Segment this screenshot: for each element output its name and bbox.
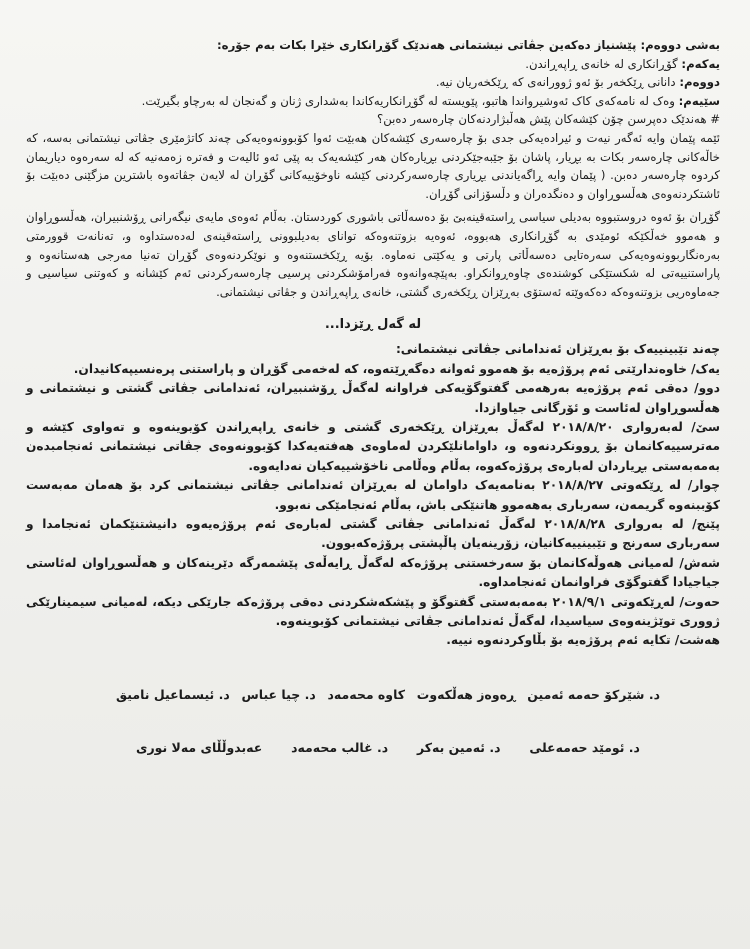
item-second bbox=[26, 73, 720, 92]
item-third-text: وەک لە نامەکەی کاک ئەوشیرواندا هاتبو، پێویستە لە گۆڕانکاریەکاندا بەشداری ژنان و گەنجان لە بەرچاو بگیرێت. bbox=[141, 93, 675, 108]
question-line: # هەندێک دەپرسن چۆن کێشەکان پێش هەڵبژاردنەکان چارەسەر دەبن؟ bbox=[376, 112, 720, 127]
notes-heading: چەند تێبینییەک بۆ بەڕێزان ئەندامانی جڤاتی نیشتمانی: bbox=[395, 342, 720, 357]
paragraph-one: ئێمە پێمان وایە ئەگەر نیەت و ئیرادەیەکی جدی بۆ چارەسەری کێشەکان هەبێت ئەوا کۆبوونەوەیەکی چەند کاتژمێری جڤاتی نیشتمانی بەسە، کە خاڵەکانی چارەسەر بکات بە بڕیار، پاشان بۆ جێبەجێکردنی بڕیارەکان هەر کێشەیەک بە پێی ئەو ئالیەت و فەترە زەمەنیە کە لە سەرەوە دیاریمان کردوە چارەسەر دەبن. ( پێمان وایە ڕاگەیاندنی بڕیاری چارەسەرکردنی کێشە ناوخۆییەکانی گۆڕان لە لایەن جڤاتەوە باشترین مزگێنی دەبێت بۆ ئاشتکردنەوەی هەڵسوڕاوان و دەنگدەران و دڵسۆزانی گۆڕان. bbox=[26, 130, 720, 201]
note-item: شەش/ لەمیانی هەوڵەکانمان بۆ سەرخستنی پرۆژەکە لەگەڵ ڕایەڵەی پێشمەرگە دێرینەکان و هەڵسوڕاوان لەئاستی جیاجیادا گفتوگۆی فراوانمان ئەنجامداوە. bbox=[26, 555, 720, 590]
note-item: چوار/ لە ڕێکەوتی ٢٠١٨/٨/٢٧ بەنامەیەک داوامان لە بەڕێزان ئەندامانی جڤاتی نیشتمانی کرد بۆ هەمان مەبەست کۆببنەوە گریمەن، سەرباری بەهەموو هاتنێکی باش، بەڵام ئەنجامێکی نەبوو. bbox=[26, 478, 720, 512]
part-two-section bbox=[26, 36, 720, 301]
note-item: حەوت/ لەڕێکەوتی ٢٠١٨/٩/١ بەمەبەستی گفتوگۆ و پێشکەشکردنی دەقی پرۆژەکە جارێکی دیکە، لەمیانی سیمینارێکی ژووری توێژینەوەی سیاسیدا، لەگەڵ ئەندامانی جڤاتی نیشتمانی کۆبوینەوە. bbox=[26, 594, 720, 628]
signatory-name: ڕەوەز هەڵکەوت bbox=[416, 686, 516, 702]
item-first-text: گۆڕانکاری لە خانەی ڕاپەڕاندن. bbox=[525, 56, 678, 71]
notes-section bbox=[26, 340, 720, 651]
item-first bbox=[26, 55, 720, 74]
section-heading: بەشی دووەم: پێشنیاز دەکەین جڤاتی نیشتمانی هەندێک گۆڕانکاری خێرا بکات بەم جۆرە: bbox=[217, 38, 720, 52]
paragraph-two: گۆڕان بۆ ئەوە دروستبووە بەدیلی سیاسی ڕاستەقینەبێ بۆ دەسەڵاتی باشوری کوردستان. بەڵام ئەوەی مایەی نیگەرانی ڕۆشنبیران، هەڵسوڕاوان و هەموو خەڵکێکە ئومێدی بە گۆڕانکاری هەبووە، ئەوەیە بزوتنەوەکە توانای بەدیلبوونی ڕاستەقینەی لەدەستداوە و، تەنانەت قوورمتی بەرەنگاربوونەوەیەکی سەرەتایی دەسەڵاتی پارتی و یەکێتی نەماوە. بۆیە ڕێکخستنەوە و نوێکردنەوەی گۆڕان تەنیا مەرجی هەستانەوە و پاراستنییەتی لە شکستێکی کوشندەی چاوەڕوانکراو. بەپێچەوانەوە فەرامۆشکردنی پرسیی چارەسەرکردنی ئەم کێشانە و کەوتنی سیاسیی و جەماوەریی بزوتنەوەکە دەکەوێتە ئەستۆی بەڕێزان ڕێکخەری گشتی، خانەی ڕاپەڕاندن و جڤاتی نیشتمانی. bbox=[26, 210, 720, 299]
signatory-name: د. ئیسماعیل نامیق bbox=[116, 686, 230, 702]
note-item: سێ/ لەبەرواری ٢٠١٨/٨/٢٠ لەگەڵ بەڕێزان ڕێکخەری گشتی و خانەی ڕاپەڕاندن کۆبوینەوە و تەواوی کێشە و مەترسییەکانمان بۆ ڕوونکردنەوە و، داوامانلێکردن لەماوەی هەفتەیەکدا کۆبوونەوەی جڤاتی نیشتمانی ئەنجامبدەن بەمەبەستی بڕیاردان لەبارەی پرۆژەکەوە، بەڵام وەڵامی ناخۆشییەکیان نەدایەوە. bbox=[26, 419, 720, 473]
note-item: هەشت/ تکایە ئەم پرۆژەیە بۆ بڵاوکردنەوە نییە. bbox=[446, 633, 720, 648]
signature-row-1 bbox=[26, 687, 720, 702]
item-first-label: یەکەم: bbox=[681, 56, 720, 71]
item-third-label: سێیەم: bbox=[678, 93, 720, 108]
sign-off: لە گەل ڕێزدا... bbox=[324, 317, 422, 333]
signatory-name: د. ئومێد حەمەعلی bbox=[529, 739, 640, 755]
item-second-label: دووەم: bbox=[679, 75, 720, 90]
signatory-name: د. شێرکۆ حەمە ئەمین bbox=[527, 686, 660, 702]
signatory-name: د. ئەمین بەکر bbox=[416, 739, 501, 755]
item-second-text: دانانی ڕێکخەر بۆ ئەو ژوورانەی کە ڕێکخەریان نیە. bbox=[435, 75, 676, 90]
signature-row-2 bbox=[26, 740, 720, 755]
signatory-name: کاوە محەمەد bbox=[327, 686, 406, 702]
note-item: دوو/ دەقی ئەم پرۆژەیە بەرهەمی گفتوگۆیەکی فراوانە لەگەڵ ڕۆشنبیران، ئەندامانی جڤاتی گشتی و نیشتمانی و هەڵسوڕاوان لەئاست و ئۆرگانی جیاوازدا. bbox=[26, 381, 720, 415]
signatory-name: د. غالب محەمەد bbox=[291, 739, 389, 755]
signatory-name: عەبدوڵڵای مەلا نوری bbox=[136, 739, 263, 755]
item-third bbox=[26, 92, 720, 111]
note-item: یەک/ خاوەندارێتی ئەم پرۆژەیە بۆ هەموو ئەوانە دەگەڕێتەوە، کە لەخەمی گۆڕان و پاراستنی پرەنسیپەکانیدان. bbox=[73, 361, 720, 376]
note-item: پێنج/ لە بەرواری ٢٠١٨/٨/٢٨ لەگەڵ ئەندامانی جڤاتی گشتی لەبارەی ئەم پرۆژەیەوە دانیشتنێکمان ئەنجامدا و سەرباری سەرنج و تێبینییەکانیان، زۆرینەیان پاڵپشتی پرۆژەکەبوون. bbox=[26, 516, 720, 551]
signatory-name: د. چیا عباس bbox=[241, 686, 316, 702]
